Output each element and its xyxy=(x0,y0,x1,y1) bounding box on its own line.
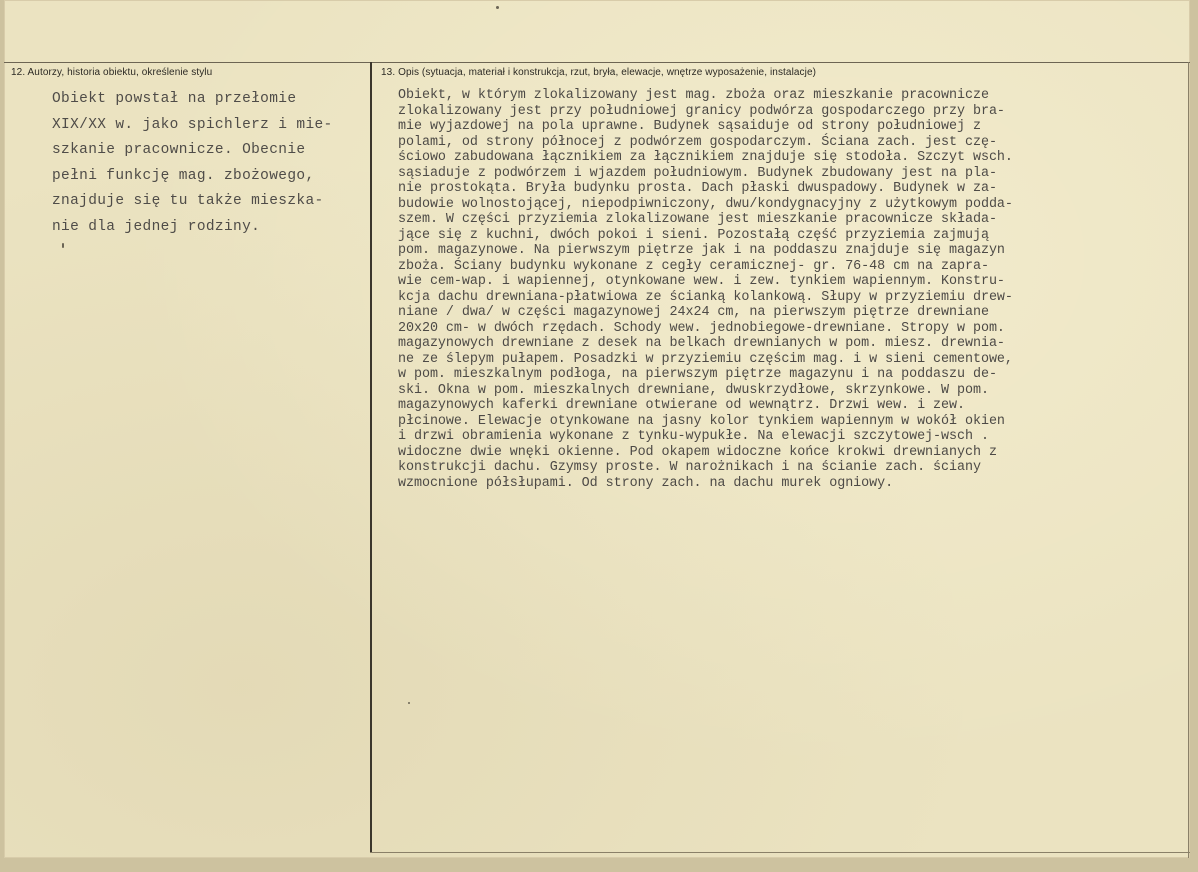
bottom-border xyxy=(370,852,1190,853)
column-divider xyxy=(370,62,372,852)
section-12-heading: 12. Autorzy, historia obiektu, określenie stylu xyxy=(11,67,213,78)
section-13-heading: 13. Opis (sytuacja, materiał i konstrukcja, rzut, bryła, elewacje, wnętrze wyposażenie, instalacje) xyxy=(381,67,817,78)
header-divider xyxy=(4,62,1190,63)
paper-speck xyxy=(408,702,410,704)
description-typed-text: Obiekt, w którym zlokalizowany jest mag. zboża oraz mieszkanie pracownicze zlokalizowany jest przy południowej granicy podwórza gospodarczego przy bra- mie wyjazdowej na pola uprawne. Budynek sąsaiduje od strony południowej z polami, od strony północej z podwórzem gospodarczym. Ściana zach. jest czę- ściowo zabudowana łącznikiem za łącznikiem znajduje się stodoła. Szczyt wsch. sąsiaduje z podwórzem i wjazdem południowym. Budynek zbudowany jest na pla- nie prostokąta. Bryła budynku prosta. Dach płaski dwuspadowy. Budynek w za- budowie wolnostojącej, niepodpiwniczony, dwu/kondygnacyjny z użytkowym podda- szem. W części przyziemia zlokalizowane jest mieszkanie pracownicze składa- jące się z kuchni, dwóch pokoi i sieni. Pozostałą część przyziemia zajmują pom. magazynowe. Na pierwszym piętrze jak i na poddaszu znajduje się magazyn zboża. Ściany budynku wykonane z cegły ceramicznej- gr. 76-48 cm na zapra- wie cem-wap. i wapiennej, otynkowane wew. i zew. tynkiem wapiennym. Konstru- kcja dachu drewniana-płatwiowa ze ścianką kolankową. Słupy w przyziemiu drew- niane / dwa/ w części magazynowej 24x24 cm, na pierwszym piętrze drewniane 20x20 cm- w dwóch rzędach. Schody wew. jednobiegowe-drewniane. Stropy w pom. magazynowych drewniane z desek na belkach drewnianych w pom. miesz. drewnia- ne ze ślepym pułapem. Posadzki w przyziemiu częścim mag. i w sieni cementowe, w pom. mieszkalnym podłoga, na pierwszym piętrze magazynu i na poddaszu de- ski. Okna w pom. mieszkalnych drewniane, dwuskrzydłowe, skrzynkowe. W pom. magazynowych kaferki drewniane otwierane od wewnątrz. Drzwi wew. i zew. płcinowe. Elewacje otynkowane na jasny kolor tynkiem wapiennym w wokół okien i drzwi obramienia wykonane z tynku-wypukłe. Na elewacji szczytowej-wsch . widoczne dwie wnęki okienne. Pod okapem widoczne końce krokwi drewnianych z konstrukcji dachu. Gzymsy proste. W narożnikach i na ścianie zach. ściany wzmocnione półsłupami. Od strony zach. na dachu murek ogniowy. xyxy=(398,88,1013,491)
history-typed-text: Obiekt powstał na przełomie XIX/XX w. jako spichlerz i mie- szkanie pracownicze. Obecnie pełni funkcję mag. zbożowego, znajduje się tu także mieszka- nie dla jednej rodziny. xyxy=(52,91,333,235)
record-card xyxy=(4,0,1190,858)
right-border xyxy=(1188,62,1189,858)
paper-speck xyxy=(62,243,64,248)
paper-speck xyxy=(496,6,499,9)
